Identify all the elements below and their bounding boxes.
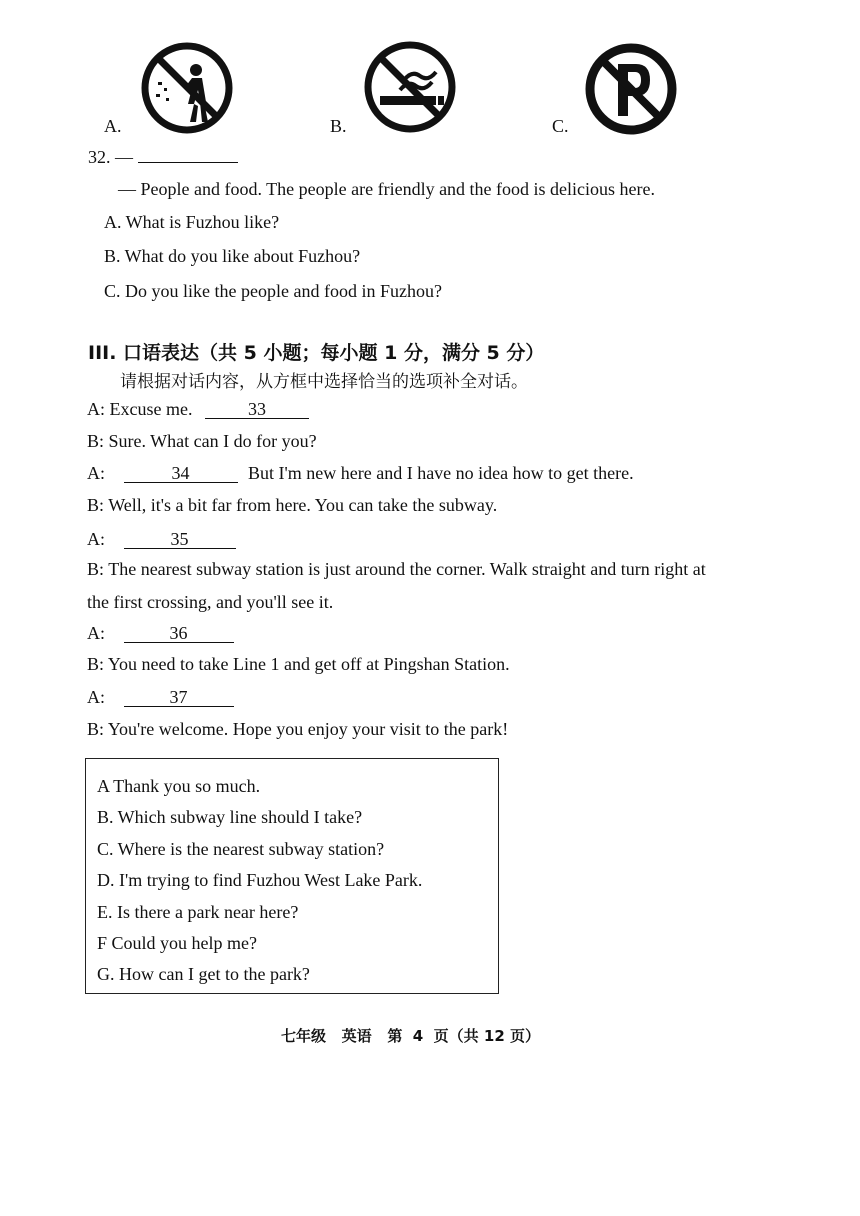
speaker-label: B: [87,719,105,739]
q32-answer-blank[interactable] [138,162,238,163]
page-footer: 七年级 英语 第 4 页（共 12 页） [281,1027,540,1045]
q32-number: 32. — [88,147,133,167]
no-smoking-sign-icon [360,40,460,134]
choices-box [85,758,499,994]
dialogue-text: the first crossing, and you'll see it. [87,592,334,612]
blank-34[interactable]: 34 [124,464,238,483]
blank-37[interactable]: 37 [124,688,234,707]
dialogue-line-9 [87,654,510,675]
speaker-label: A: [87,463,105,483]
q32-option-c: C. Do you like the people and food in Fuzhou? [104,281,442,301]
dialogue-line-7 [87,592,333,613]
dialogue-text: Excuse me. [109,399,193,419]
dialogue-line-11 [87,719,508,740]
choice-e: E. Is there a park near here? [97,902,299,922]
speaker-label: A: [87,623,105,643]
q32-option-a: A. What is Fuzhou like? [104,212,280,232]
dialogue-line-3 [87,463,634,484]
q32-stem [88,147,238,168]
no-parking-sign-icon [584,42,678,136]
dialogue-line-6 [87,559,706,580]
blank-35[interactable]: 35 [124,530,236,549]
blank-33[interactable]: 33 [205,400,309,419]
dialogue-line-5 [87,529,236,550]
speaker-label: A: [87,529,105,549]
speaker-label: A: [87,399,105,419]
speaker-label: B: [87,559,105,579]
choice-f: F Could you help me? [97,933,257,953]
dialogue-text: You're welcome. Hope you enjoy your visit to the park! [107,719,509,739]
section-instruction: 请根据对话内容，从方框中选择恰当的选项补全对话。 [120,372,528,392]
choice-d: D. I'm trying to find Fuzhou West Lake Park. [97,870,423,890]
choice-c: C. Where is the nearest subway station? [97,839,385,859]
dialogue-line-4 [87,495,497,516]
q31-option-a-letter: A. [104,116,122,136]
speaker-label: B: [87,431,105,451]
q31-option-c-letter: C. [552,116,569,136]
q32-reply: — People and food. The people are friendly and the food is delicious here. [118,179,656,199]
dialogue-line-10 [87,687,234,708]
blank-36[interactable]: 36 [124,624,234,643]
dialogue-line-8 [87,623,234,644]
no-littering-sign-icon [136,42,238,134]
dialogue-line-2 [87,431,317,452]
dialogue-text: Sure. What can I do for you? [108,431,317,451]
dialogue-text: The nearest subway station is just around the corner. Walk straight and turn right at [108,559,706,579]
speaker-label: B: [87,495,105,515]
dialogue-text: But I'm new here and I have no idea how to get there. [248,463,634,483]
speaker-label: B: [87,654,105,674]
q31-option-b-letter: B. [330,116,347,136]
choice-g: G. How can I get to the park? [97,964,310,984]
dialogue-line-1 [87,399,309,420]
dialogue-text: Well, it's a bit far from here. You can take the subway. [108,495,498,515]
speaker-label: A: [87,687,105,707]
dialogue-text: You need to take Line 1 and get off at Pingshan Station. [107,654,510,674]
choice-a: A Thank you so much. [97,776,261,796]
q32-option-b: B. What do you like about Fuzhou? [104,246,361,266]
choice-b: B. Which subway line should I take? [97,807,363,827]
section-title: III. 口语表达（共 5 小题；每小题 1 分，满分 5 分） [88,342,545,364]
